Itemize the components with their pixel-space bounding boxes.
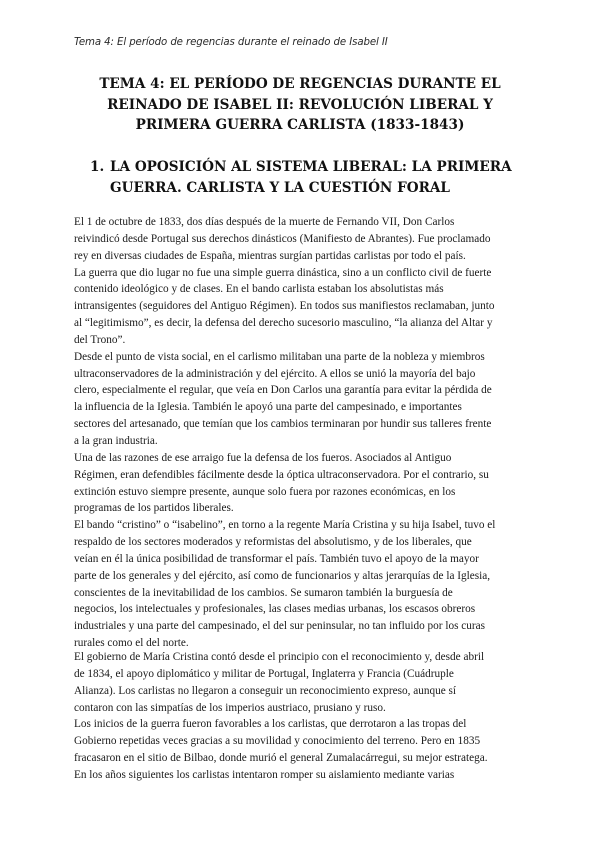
text-line: rey en diversas ciudades de España, mientras surgían partidas carlistas por todo el país. — [74, 249, 466, 262]
text-line: El bando “cristino” o “isabelino”, en torno a la regente María Cristina y su hija Isabel, tuvo el — [74, 519, 496, 532]
text-line: rurales como el del norte. — [74, 637, 189, 650]
text-line: Los inicios de la guerra fueron favorables a los carlistas, que derrotaron a las tropas del — [74, 718, 467, 731]
text-line: Alianza). Los carlistas no llegaron a conseguir un reconocimiento expreso, aunque sí — [74, 684, 457, 697]
text-line: Régimen, eran defendibles fácilmente desde la óptica ultraconservadora. Por el contrario, su — [74, 468, 489, 481]
text-line: de 1834, el apoyo diplomático y militar de Portugal, Inglaterra y Francia (Cuádruple — [74, 667, 454, 680]
running-header: Tema 4: El período de regencias durante el reinado de Isabel II — [74, 37, 388, 48]
text-line: fracasaron en el sitio de Bilbao, donde murió el general Zumalacárregui, su mejor estratega. — [74, 752, 488, 765]
section-heading-line: LA OPOSICIÓN AL SISTEMA LIBERAL: LA PRIMERA — [110, 159, 512, 175]
text-line: sectores del artesanado, que temían que los cambios terminaran por hundir sus talleres frente — [74, 418, 492, 431]
text-line: El gobierno de María Cristina contó desde el principio con el reconocimiento y, desde abril — [74, 651, 485, 663]
text-line: Gobierno repetidas veces gracias a su movilidad y conocimiento del terreno. Pero en 1835 — [74, 735, 481, 748]
title-line: TEMA 4: EL PERÍODO DE REGENCIAS DURANTE EL — [99, 76, 501, 92]
title-line: REINADO DE ISABEL II: REVOLUCIÓN LIBERAL Y — [107, 96, 493, 113]
text-line: La guerra que dio lugar no fue una simple guerra dinástica, sino a un conflicto civil de fuerte — [74, 266, 492, 279]
text-line: extinción estuvo siempre presente, aunque solo fuera por razones económicas, en los — [74, 485, 456, 498]
body-block-1 — [74, 214, 544, 652]
text-line: al “legitimismo”, es decir, la defensa del derecho sucesorio masculino, “la alianza del Altar y — [74, 317, 493, 330]
text-line: Desde el punto de vista social, en el carlismo militaban una parte de la nobleza y miembros — [74, 350, 485, 363]
text-line: veían en él la única posibilidad de transformar el país. También tuvo el apoyo de la mayor — [74, 552, 479, 565]
text-line: En los años siguientes los carlistas intentaron romper su aislamiento mediante varias — [74, 768, 455, 781]
text-line: del Trono”. — [74, 333, 126, 346]
title-line: PRIMERA GUERRA CARLISTA (1833-1843) — [135, 117, 465, 133]
text-line: reivindicó desde Portugal sus derechos dinásticos (Manifiesto de Abrantes). Fue proclamado — [74, 232, 491, 245]
section-heading-line: GUERRA. CARLISTA Y LA CUESTIÓN FORAL — [110, 180, 450, 196]
text-line: conscientes de la inevitabilidad de los cambios. Se sumaron también la burguesía de — [74, 586, 453, 599]
text-line: Una de las razones de ese arraigo fue la defensa de los fueros. Asociados al Antiguo — [74, 451, 452, 464]
text-line: a la gran industria. — [74, 434, 158, 447]
text-line: contenido ideológico y de clases. En el bando carlista estaban los absolutistas más — [74, 283, 444, 296]
text-line: industriales y una parte del campesinado, el del sur peninsular, no tan influido por los curas — [74, 620, 486, 633]
text-line: programas de los partidos liberales. — [74, 502, 234, 515]
text-line: respaldo de los sectores moderados y reformistas del absolutismo, y de los liberales, que — [74, 536, 472, 549]
text-line: ultraconservadores de la administración y del ejército. A ellos se unió la mayoría del bajo — [74, 367, 476, 380]
section-number: 1. — [90, 159, 105, 175]
text-line: El 1 de octubre de 1833, dos días después de la muerte de Fernando VII, Don Carlos — [74, 216, 455, 228]
text-line: intransigentes (seguidores del Antiguo Régimen). En todos sus manifiestos reclamaban, junto — [74, 300, 495, 313]
document-title — [60, 74, 540, 136]
body-block-2 — [74, 649, 544, 784]
text-line: contaron con las simpatías de los imperios austriaco, prusiano y ruso. — [74, 701, 386, 714]
text-line: parte de los generales y del ejército, así como de funcionarios y altas jerarquías de la Iglesia, — [74, 569, 491, 582]
text-line: negocios, los intelectuales y profesionales, las clases medias urbanas, los escasos obreros — [74, 603, 476, 616]
text-line: clero, especialmente el regular, que veía en Don Carlos una garantía para evitar la pérdida de — [74, 384, 492, 397]
text-line: la influencia de la Iglesia. También le apoyó una parte del campesinado, e importantes — [74, 401, 462, 414]
